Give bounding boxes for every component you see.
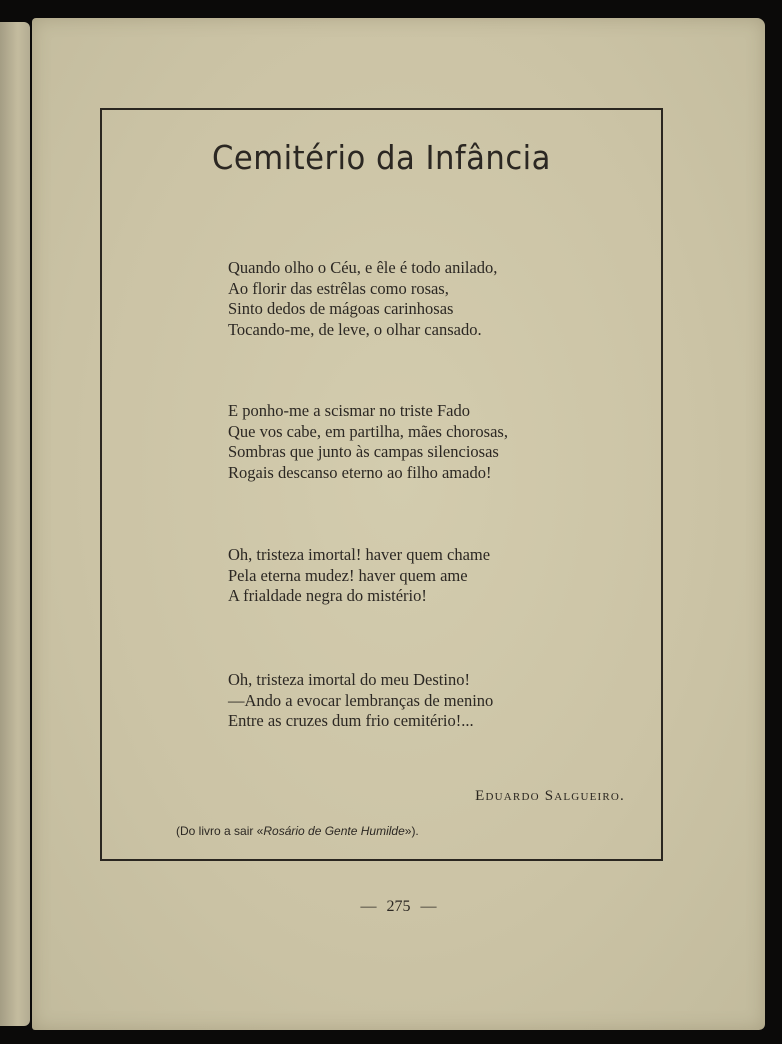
verse-line: Sombras que junto às campas silenciosas bbox=[228, 442, 499, 461]
verse-line: Quando olho o Céu, e êle é todo anilado, bbox=[228, 258, 498, 277]
page bbox=[32, 18, 765, 1030]
stanza-2 bbox=[228, 401, 508, 483]
verse-line: Que vos cabe, em partilha, mães chorosas, bbox=[228, 421, 508, 441]
adjacent-page-edge bbox=[0, 22, 30, 1026]
verse-line: Tocando-me, de leve, o olhar cansado. bbox=[228, 319, 482, 339]
stanza-3 bbox=[228, 545, 490, 607]
poem-title: Cemitério da Infância bbox=[212, 138, 551, 177]
stanza-4 bbox=[228, 670, 493, 732]
verse-line: Entre as cruzes dum frio cemitério!... bbox=[228, 711, 474, 730]
verse-line: A frialdade negra do mistério! bbox=[228, 586, 427, 605]
verse-line: Ao florir das estrêlas como rosas, bbox=[228, 278, 449, 298]
verse-line: Pela eterna mudez! haver quem ame bbox=[228, 565, 468, 585]
verse-line: E ponho-me a scismar no triste Fado bbox=[228, 401, 470, 420]
page-number: — 275 — bbox=[360, 898, 437, 915]
verse-line: Sinto dedos de mágoas carinhosas bbox=[228, 299, 454, 318]
verse-line: Rogais descanso eterno ao filho amado! bbox=[228, 462, 492, 482]
verse-line: Oh, tristeza imortal do meu Destino! bbox=[228, 670, 470, 689]
verse-line: Oh, tristeza imortal! haver quem chame bbox=[228, 545, 491, 564]
source-suffix: »). bbox=[404, 824, 419, 838]
source-note bbox=[176, 824, 419, 838]
source-prefix: (Do livro a sair « bbox=[176, 824, 264, 838]
page-number-value: 275 bbox=[386, 898, 411, 915]
verse-line: —Ando a evocar lembranças de menino bbox=[228, 690, 494, 710]
poem-frame bbox=[100, 108, 663, 861]
source-book-title: Rosário de Gente Humilde bbox=[263, 824, 405, 838]
author-signature: Eduardo Salgueiro. bbox=[475, 788, 625, 804]
stanza-1 bbox=[228, 258, 497, 340]
